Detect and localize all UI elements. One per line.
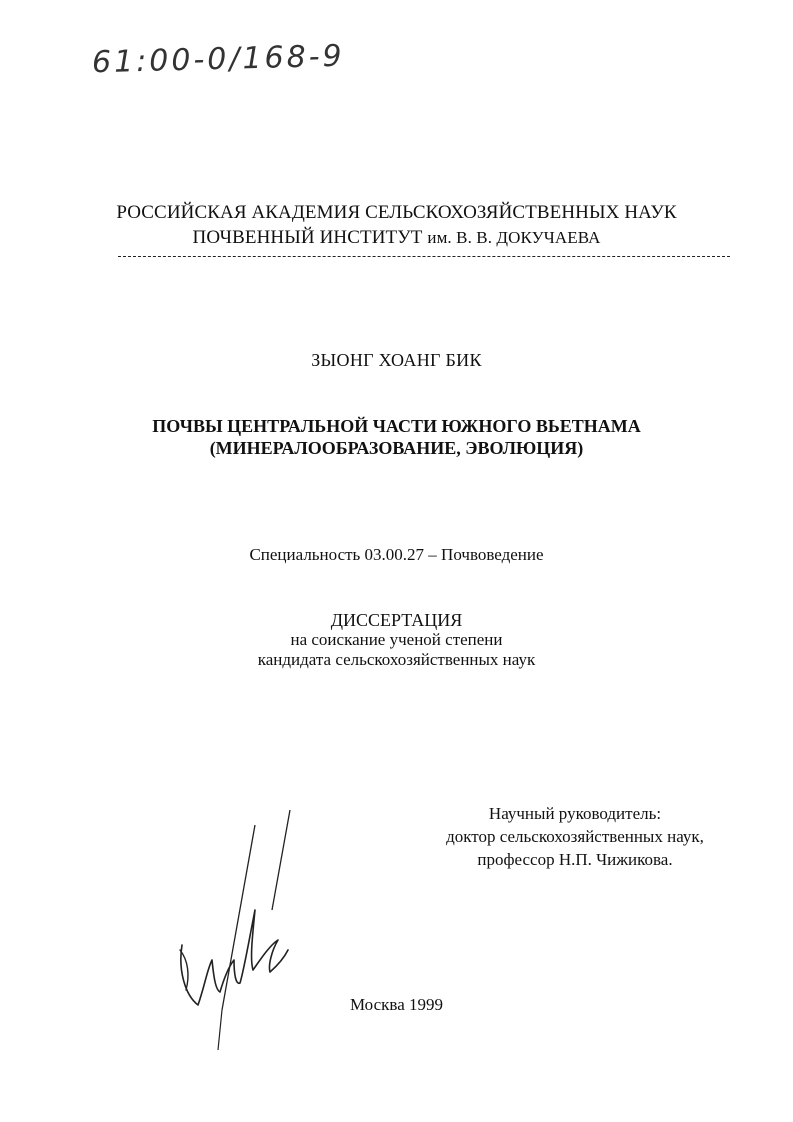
author-name: ЗЫОНГ ХОАНГ БИК [311,350,482,370]
institution-line1: РОССИЙСКАЯ АКАДЕМИЯ СЕЛЬСКОХОЗЯЙСТВЕННЫХ НАУК [116,202,677,223]
institution-name: ПОЧВЕННЫЙ ИНСТИТУТ [192,227,423,248]
institution-honorific: им. В. В. ДОКУЧАЕВА [427,228,601,247]
specialty: Специальность 03.00.27 – Почвоведение [249,545,544,564]
signature-image [160,800,310,1060]
dissertation-block [0,610,793,670]
dashed-divider [118,256,730,257]
supervisor-block [425,802,725,871]
city-year: Москва 1999 [349,995,444,1014]
dissertation-line2: на соискание ученой степени [290,630,503,649]
supervisor-name: профессор Н.П. Чижикова. [477,850,673,869]
institution-header [0,200,793,250]
institution-line2 [0,225,793,250]
thesis-title-line2: (МИНЕРАЛООБРАЗОВАНИЕ, ЭВОЛЮЦИЯ) [209,438,584,458]
supervisor-degree: доктор сельскохозяйственных наук, [446,827,704,846]
dissertation-line3: кандидата сельскохозяйственных наук [257,650,536,669]
thesis-title [0,415,793,459]
dissertation-type: ДИССЕРТАЦИЯ [330,610,463,630]
supervisor-label: Научный руководитель: [488,804,662,823]
thesis-title-line1: ПОЧВЫ ЦЕНТРАЛЬНОЙ ЧАСТИ ЮЖНОГО ВЬЕТНАМА [152,416,641,436]
archive-code: 61:00-0/168-9 [91,38,346,81]
